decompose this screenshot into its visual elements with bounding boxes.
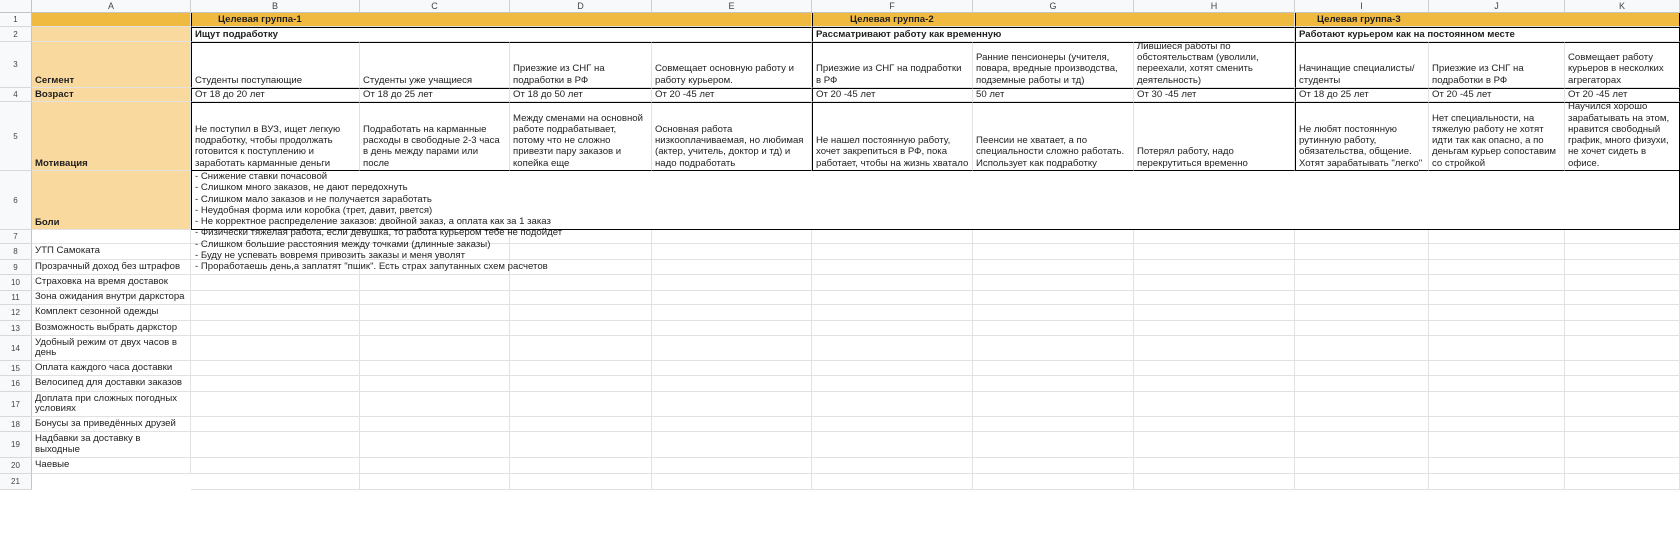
cell-e21[interactable] <box>652 474 812 490</box>
cell-i10[interactable] <box>1295 275 1429 291</box>
select-all-corner[interactable] <box>0 0 32 13</box>
cell-i11[interactable] <box>1295 291 1429 305</box>
row-header-15[interactable]: 15 <box>0 361 32 376</box>
column-header-b[interactable]: B <box>191 0 360 13</box>
row-header-20[interactable]: 20 <box>0 458 32 474</box>
cell-j17[interactable] <box>1429 392 1565 417</box>
cell-a7[interactable] <box>32 230 191 244</box>
cell-f11[interactable] <box>812 291 973 305</box>
motivation-d[interactable]: Между сменами на основной работе подрабатывает, потому что не сложно привезти пару заказов и копейка еще <box>510 102 652 171</box>
cell-b13[interactable] <box>191 321 360 336</box>
segment-f[interactable]: Приезжие из СНГ на подработки в РФ <box>812 42 973 88</box>
cell-f19[interactable] <box>812 432 973 458</box>
cell-e11[interactable] <box>652 291 812 305</box>
cell-i15[interactable] <box>1295 361 1429 376</box>
segment-e[interactable]: Совмещает основную работу и работу курьером. <box>652 42 812 88</box>
cell-c15[interactable] <box>360 361 510 376</box>
row-header-10[interactable]: 10 <box>0 275 32 291</box>
cell-j21[interactable] <box>1429 474 1565 490</box>
cell-g13[interactable] <box>973 321 1134 336</box>
pain-item: - Неудобная форма или коробка (трет, давит, рвется) <box>195 204 433 216</box>
cell-e13[interactable] <box>652 321 812 336</box>
cell-c14[interactable] <box>360 336 510 361</box>
cell-c16[interactable] <box>360 376 510 392</box>
cell-b18[interactable] <box>191 417 360 432</box>
column-header-d[interactable]: D <box>510 0 652 13</box>
cell-f10[interactable] <box>812 275 973 291</box>
motivation-i[interactable]: Не любят постоянную рутинную работу, обязательства, общение. Хотят зарабатывать "легко" <box>1295 102 1429 171</box>
cell-e15[interactable] <box>652 361 812 376</box>
age-d[interactable]: От 18 до 50 лет <box>510 88 652 102</box>
motivation-f[interactable]: Не нашел постоянную работу, хочет закрепиться в РФ, пока работает, чтобы на жизнь хватало <box>812 102 973 171</box>
segment-i[interactable]: Начинащие специалисты/ студенты <box>1295 42 1429 88</box>
cell-i12[interactable] <box>1295 305 1429 321</box>
utp-item[interactable]: Оплата каждого часа доставки <box>32 361 191 376</box>
cell-c18[interactable] <box>360 417 510 432</box>
utp-item[interactable]: Страховка на время доставок <box>32 275 191 291</box>
cell-b19[interactable] <box>191 432 360 458</box>
row-header-12[interactable]: 12 <box>0 305 32 321</box>
cell-j18[interactable] <box>1429 417 1565 432</box>
cell-j11[interactable] <box>1429 291 1565 305</box>
cell-k14[interactable] <box>1565 336 1680 361</box>
cell-e18[interactable] <box>652 417 812 432</box>
group-3-subtitle[interactable]: Работают курьером как на постоянном месте <box>1295 27 1680 42</box>
cell-i14[interactable] <box>1295 336 1429 361</box>
cell-h17[interactable] <box>1134 392 1295 417</box>
row-header-7[interactable]: 7 <box>0 230 32 244</box>
cell-d17[interactable] <box>510 392 652 417</box>
segment-c[interactable]: Студенты уже учащиеся <box>360 42 510 88</box>
cell-h13[interactable] <box>1134 321 1295 336</box>
cell-f16[interactable] <box>812 376 973 392</box>
utp-item[interactable]: Возможность выбрать даркстор <box>32 321 191 336</box>
cell-h10[interactable] <box>1134 275 1295 291</box>
cell-g18[interactable] <box>973 417 1134 432</box>
cell-i13[interactable] <box>1295 321 1429 336</box>
cell-f18[interactable] <box>812 417 973 432</box>
cell-f15[interactable] <box>812 361 973 376</box>
utp-item[interactable]: УТП Самоката <box>32 244 191 260</box>
cell-b15[interactable] <box>191 361 360 376</box>
pains-label[interactable]: Боли <box>32 171 191 230</box>
utp-item[interactable]: Доплата при сложных погодных условиях <box>32 392 191 417</box>
cell-d10[interactable] <box>510 275 652 291</box>
cell-e16[interactable] <box>652 376 812 392</box>
pain-item: - Проработаешь день,а заплатят "пшик". Есть страх запутанных схем расчетов <box>195 261 548 273</box>
cell-d19[interactable] <box>510 432 652 458</box>
pain-item: - Не корректное распределение заказов: двойной заказ, а оплата как за 1 заказ <box>195 216 551 228</box>
utp-item[interactable]: Удобный режим от двух часов в день <box>32 336 191 361</box>
cell-b20[interactable] <box>191 458 360 474</box>
cell-i19[interactable] <box>1295 432 1429 458</box>
motivation-j[interactable]: Нет специальности, на тяжелую работу не хотят идти так как опасно, а по деньгам курьер сопоставим со стройкой <box>1429 102 1565 171</box>
cell-k21[interactable] <box>1565 474 1680 490</box>
cell-g11[interactable] <box>973 291 1134 305</box>
pain-item: - Слишком много заказов, не дают передохнуть <box>195 182 408 194</box>
cell-h16[interactable] <box>1134 376 1295 392</box>
cell-d11[interactable] <box>510 291 652 305</box>
cell-b16[interactable] <box>191 376 360 392</box>
cell-d14[interactable] <box>510 336 652 361</box>
cell-e19[interactable] <box>652 432 812 458</box>
age-e[interactable]: От 20 -45 лет <box>652 88 812 102</box>
row-header-5[interactable]: 5 <box>0 102 32 171</box>
age-k[interactable]: От 20 -45 лет <box>1565 88 1680 102</box>
column-header-g[interactable]: G <box>973 0 1134 13</box>
motivation-label[interactable]: Мотивация <box>32 102 191 171</box>
cell-e17[interactable] <box>652 392 812 417</box>
cell-j15[interactable] <box>1429 361 1565 376</box>
cell-k11[interactable] <box>1565 291 1680 305</box>
cell-k13[interactable] <box>1565 321 1680 336</box>
utp-item[interactable]: Прозрачный доход без штрафов <box>32 260 191 275</box>
cell-c20[interactable] <box>360 458 510 474</box>
motivation-c[interactable]: Подработать на карманные расходы в свободные 2-3 часа в день между парами или после <box>360 102 510 171</box>
segment-k[interactable]: Совмещает работу курьеров в несколких агрегаторах <box>1565 42 1680 88</box>
row-header-21[interactable]: 21 <box>0 474 32 490</box>
age-h[interactable]: От 30 -45 лет <box>1134 88 1295 102</box>
cell-k19[interactable] <box>1565 432 1680 458</box>
cell-d18[interactable] <box>510 417 652 432</box>
pains-list[interactable] <box>191 171 1680 273</box>
utp-item[interactable]: Велосипед для доставки заказов <box>32 376 191 392</box>
pain-item: - Слишком большие расстояния между точками (длинные заказы) <box>195 238 491 250</box>
row-header-17[interactable]: 17 <box>0 392 32 417</box>
group-2-title[interactable]: Целевая группа-2 <box>812 13 1295 27</box>
cell-b10[interactable] <box>191 275 360 291</box>
cell-e10[interactable] <box>652 275 812 291</box>
cell-c13[interactable] <box>360 321 510 336</box>
cell-g17[interactable] <box>973 392 1134 417</box>
age-b[interactable]: От 18 до 20 лет <box>191 88 360 102</box>
motivation-g[interactable]: Пеенсии не хватает, а по специальности сложно работать. Использует как подработку <box>973 102 1134 171</box>
row-header-6[interactable]: 6 <box>0 171 32 230</box>
age-label[interactable]: Возраст <box>32 88 191 102</box>
cell-c10[interactable] <box>360 275 510 291</box>
row-header-14[interactable]: 14 <box>0 336 32 361</box>
age-f[interactable]: От 20 -45 лет <box>812 88 973 102</box>
segment-label[interactable]: Сегмент <box>32 42 191 88</box>
pain-item: - Физически тяжелая работа, если девушка, то работа курьером тебе не подойдет <box>195 227 563 239</box>
row-header-8[interactable]: 8 <box>0 244 32 260</box>
column-header-f[interactable]: F <box>812 0 973 13</box>
cell-d13[interactable] <box>510 321 652 336</box>
cell-f17[interactable] <box>812 392 973 417</box>
cell-f20[interactable] <box>812 458 973 474</box>
age-c[interactable]: От 18 до 25 лет <box>360 88 510 102</box>
cell-e14[interactable] <box>652 336 812 361</box>
cell-e20[interactable] <box>652 458 812 474</box>
cell-c11[interactable] <box>360 291 510 305</box>
cell-g14[interactable] <box>973 336 1134 361</box>
cell-j20[interactable] <box>1429 458 1565 474</box>
group-1-subtitle[interactable]: Ищут подработку <box>191 27 812 42</box>
cell-g19[interactable] <box>973 432 1134 458</box>
cell-h14[interactable] <box>1134 336 1295 361</box>
group-3-title[interactable]: Целевая группа-3 <box>1295 13 1680 27</box>
row-header-2[interactable]: 2 <box>0 27 32 42</box>
utp-item[interactable]: Надбавки за доставку в выходные <box>32 432 191 458</box>
segment-j[interactable]: Приезжие из СНГ на подработки в РФ <box>1429 42 1565 88</box>
cell-h12[interactable] <box>1134 305 1295 321</box>
group-1-title[interactable]: Целевая группа-1 <box>191 13 812 27</box>
segment-h[interactable]: Лившиеся работы по обстоятельствам (уволили, переехали, хотят сменить деятельность) <box>1134 42 1295 88</box>
cell-c17[interactable] <box>360 392 510 417</box>
cell-j13[interactable] <box>1429 321 1565 336</box>
cell-f21[interactable] <box>812 474 973 490</box>
cell-j16[interactable] <box>1429 376 1565 392</box>
cell-h15[interactable] <box>1134 361 1295 376</box>
cell-b17[interactable] <box>191 392 360 417</box>
cell-d20[interactable] <box>510 458 652 474</box>
cell-g16[interactable] <box>973 376 1134 392</box>
cell-h21[interactable] <box>1134 474 1295 490</box>
cell-a1[interactable] <box>32 13 191 27</box>
cell-c12[interactable] <box>360 305 510 321</box>
utp-item[interactable]: Зона ожидания внутри даркстора <box>32 291 191 305</box>
cell-i17[interactable] <box>1295 392 1429 417</box>
cell-k17[interactable] <box>1565 392 1680 417</box>
column-header-h[interactable]: H <box>1134 0 1295 13</box>
motivation-k[interactable]: Научился хорошо зарабатывать на этом, нравится свободный график, много физухи, не хочет сидеть в офисе. <box>1565 102 1680 171</box>
cell-b11[interactable] <box>191 291 360 305</box>
column-header-a[interactable]: A <box>32 0 191 13</box>
cell-i16[interactable] <box>1295 376 1429 392</box>
pain-item: - Снижение ставки почасовой <box>195 171 328 182</box>
utp-item[interactable]: Чаевые <box>32 458 191 474</box>
row-header-1[interactable]: 1 <box>0 13 32 27</box>
cell-k16[interactable] <box>1565 376 1680 392</box>
cell-e12[interactable] <box>652 305 812 321</box>
row-header-4[interactable]: 4 <box>0 88 32 102</box>
cell-c19[interactable] <box>360 432 510 458</box>
cell-k20[interactable] <box>1565 458 1680 474</box>
cell-k15[interactable] <box>1565 361 1680 376</box>
cell-j14[interactable] <box>1429 336 1565 361</box>
column-header-c[interactable]: C <box>360 0 510 13</box>
cell-d16[interactable] <box>510 376 652 392</box>
pain-item: - Слишком мало заказов и не получается заработать <box>195 193 432 205</box>
motivation-e[interactable]: Основная работа низкооплачиваемая, но любимая (актер, учитель, доктор и тд) и надо подработать <box>652 102 812 171</box>
cell-b12[interactable] <box>191 305 360 321</box>
row-header-18[interactable]: 18 <box>0 417 32 432</box>
cell-i21[interactable] <box>1295 474 1429 490</box>
row-header-9[interactable]: 9 <box>0 260 32 275</box>
cell-k10[interactable] <box>1565 275 1680 291</box>
segment-g[interactable]: Ранние пенсионеры (учителя, повара, вредные производства, подземные работы и тд) <box>973 42 1134 88</box>
pain-item: - Буду не успевать вовремя привозить заказы и меня уволят <box>195 250 465 262</box>
cell-j19[interactable] <box>1429 432 1565 458</box>
column-header-j[interactable]: J <box>1429 0 1565 13</box>
cell-f13[interactable] <box>812 321 973 336</box>
column-header-k[interactable]: K <box>1565 0 1680 13</box>
cell-d21[interactable] <box>510 474 652 490</box>
cell-j12[interactable] <box>1429 305 1565 321</box>
row-header-13[interactable]: 13 <box>0 321 32 336</box>
age-g[interactable]: 50 лет <box>973 88 1134 102</box>
column-header-e[interactable]: E <box>652 0 812 13</box>
row-header-11[interactable]: 11 <box>0 291 32 305</box>
cell-d15[interactable] <box>510 361 652 376</box>
cell-h11[interactable] <box>1134 291 1295 305</box>
cell-h18[interactable] <box>1134 417 1295 432</box>
cell-g15[interactable] <box>973 361 1134 376</box>
motivation-h[interactable]: Потерял работу, надо перекрутиться временно <box>1134 102 1295 171</box>
cell-i20[interactable] <box>1295 458 1429 474</box>
cell-c21[interactable] <box>360 474 510 490</box>
utp-item[interactable]: Бонусы за приведённых друзей <box>32 417 191 432</box>
cell-g12[interactable] <box>973 305 1134 321</box>
cell-f12[interactable] <box>812 305 973 321</box>
column-header-i[interactable]: I <box>1295 0 1429 13</box>
row-header-3[interactable]: 3 <box>0 42 32 88</box>
cell-b21[interactable] <box>191 474 360 490</box>
cell-f14[interactable] <box>812 336 973 361</box>
cell-g21[interactable] <box>973 474 1134 490</box>
age-i[interactable]: От 18 до 25 лет <box>1295 88 1429 102</box>
segment-d[interactable]: Приезжие из СНГ на подработки в РФ <box>510 42 652 88</box>
age-j[interactable]: От 20 -45 лет <box>1429 88 1565 102</box>
cell-g10[interactable] <box>973 275 1134 291</box>
cell-a2[interactable] <box>32 27 191 42</box>
cell-d12[interactable] <box>510 305 652 321</box>
cell-h19[interactable] <box>1134 432 1295 458</box>
row-header-19[interactable]: 19 <box>0 432 32 458</box>
segment-b[interactable]: Студенты поступающие <box>191 42 360 88</box>
row-header-16[interactable]: 16 <box>0 376 32 392</box>
cell-h20[interactable] <box>1134 458 1295 474</box>
group-2-subtitle[interactable]: Рассматривают работу как временную <box>812 27 1295 42</box>
cell-k12[interactable] <box>1565 305 1680 321</box>
motivation-b[interactable]: Не поступил в ВУЗ, ищет легкую подработку, чтобы продолжать готовится к поступлению и заработать карманные деньги <box>191 102 360 171</box>
cell-i18[interactable] <box>1295 417 1429 432</box>
cell-j10[interactable] <box>1429 275 1565 291</box>
cell-b14[interactable] <box>191 336 360 361</box>
cell-k18[interactable] <box>1565 417 1680 432</box>
cell-g20[interactable] <box>973 458 1134 474</box>
utp-item[interactable]: Комплект сезонной одежды <box>32 305 191 321</box>
